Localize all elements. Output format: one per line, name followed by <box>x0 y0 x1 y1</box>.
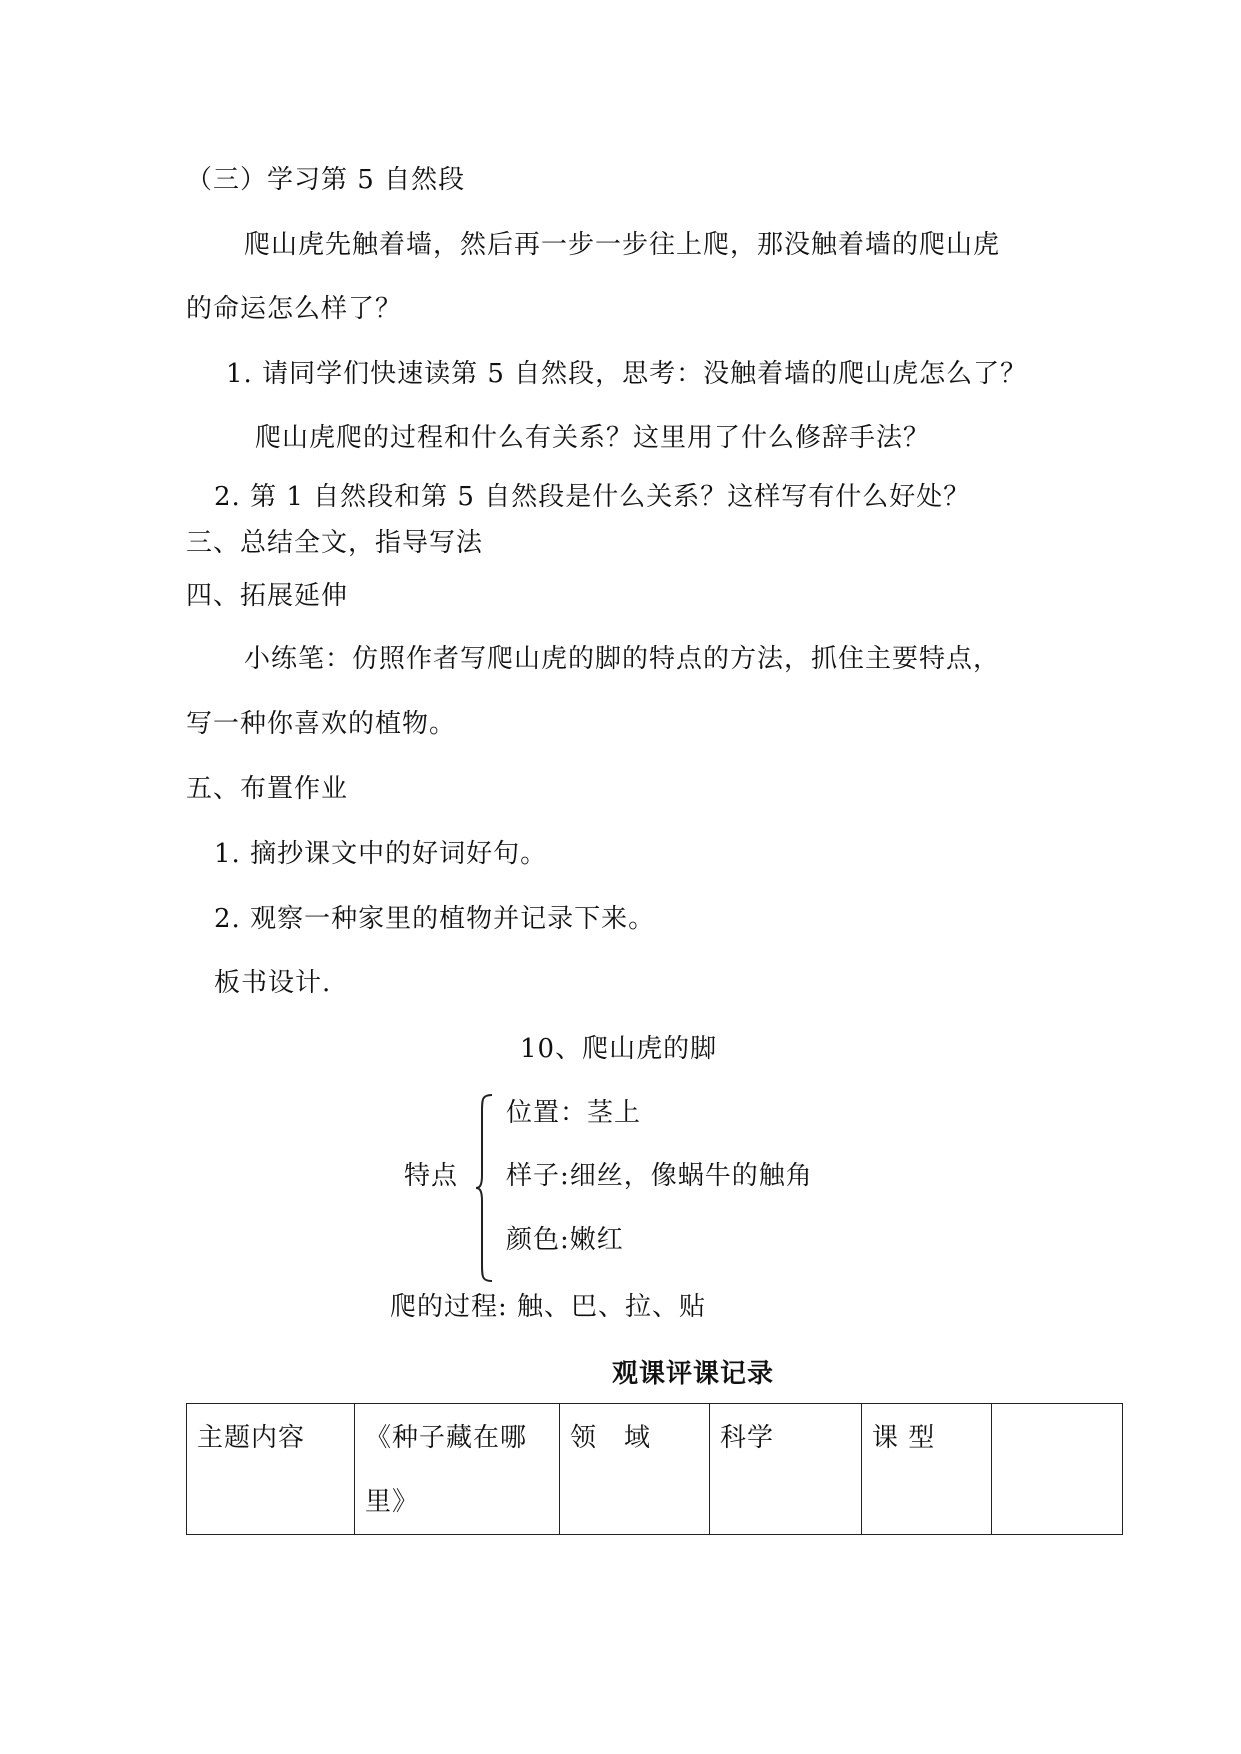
board-item-shape: 样子:细丝，像蜗牛的触角 <box>506 1161 813 1191</box>
table-cell-type-label: 课 型 <box>862 1404 992 1535</box>
board-design-label: 板书设计. <box>214 968 332 998</box>
question-1: 1. 请同学们快速读第 5 自然段，思考：没触着墙的爬山虎怎么了？ <box>226 359 1028 389</box>
board-item-position: 位置：茎上 <box>506 1098 642 1128</box>
board-process: 爬的过程: 触、巴、拉、贴 <box>390 1292 707 1322</box>
paragraph-line: 爬山虎先触着墙，然后再一步一步往上爬，那没触着墙的爬山虎 <box>244 230 1001 260</box>
section-heading-4: 四、拓展延伸 <box>186 581 349 611</box>
question-1-continued: 爬山虎爬的过程和什么有关系？这里用了什么修辞手法？ <box>255 423 931 453</box>
section-heading-5: 五、布置作业 <box>186 774 349 804</box>
board-item-color: 颜色:嫩红 <box>506 1225 624 1255</box>
question-2: 2. 第 1 自然段和第 5 自然段是什么关系？这样写有什么好处？ <box>214 482 971 512</box>
practice-line: 写一种你喜欢的植物。 <box>186 709 457 739</box>
table-cell-field-value: 科学 <box>710 1404 862 1535</box>
table-cell-field-label: 领 域 <box>560 1404 710 1535</box>
homework-item-1: 1. 摘抄课文中的好词好句。 <box>214 839 548 869</box>
table-cell-topic-label: 主题内容 <box>187 1404 355 1535</box>
paragraph-line: 的命运怎么样了？ <box>186 294 403 324</box>
record-table <box>186 1403 1123 1535</box>
table-cell-topic-value: 《种子藏在哪里》 <box>355 1404 560 1535</box>
homework-item-2: 2. 观察一种家里的植物并记录下来。 <box>214 904 656 934</box>
board-feature-label: 特点 <box>404 1161 459 1191</box>
table-row <box>187 1404 1123 1535</box>
record-title: 观课评课记录 <box>612 1359 775 1389</box>
board-title: 10、爬山虎的脚 <box>520 1034 718 1064</box>
section-heading-3-sub: （三）学习第 5 自然段 <box>186 165 466 195</box>
curly-brace <box>474 1093 494 1283</box>
practice-line: 小练笔：仿照作者写爬山虎的脚的特点的方法，抓住主要特点， <box>244 644 1001 674</box>
table-cell-type-value <box>992 1404 1123 1535</box>
section-heading-3: 三、总结全文，指导写法 <box>186 528 484 558</box>
